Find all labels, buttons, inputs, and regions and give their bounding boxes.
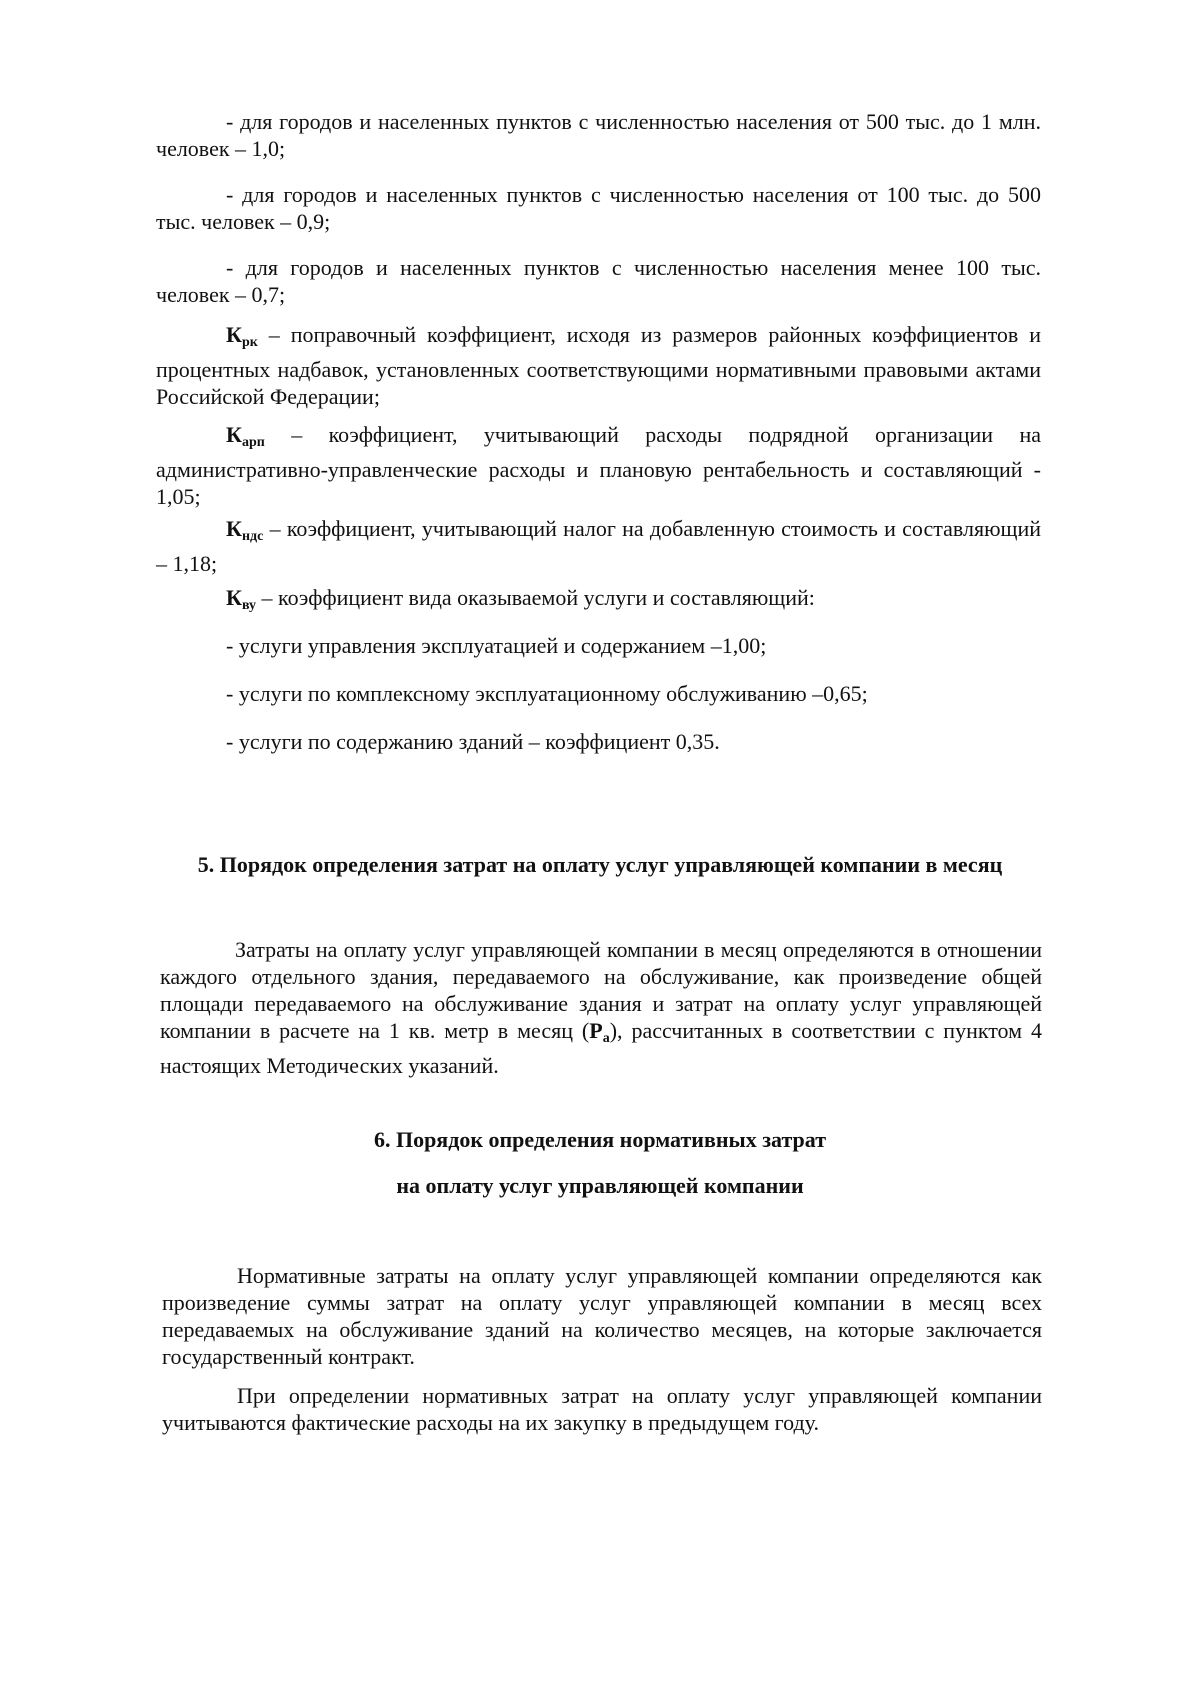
section-6-paragraph-1: Нормативные затраты на оплату услуг управляющей компании определяются как произведение суммы затрат на оплату услуг управляющей компании в месяц всех передаваемых на обслуживание зданий на количество месяцев, на которые заключается государственный контракт. — [162, 1263, 1042, 1369]
service-item: - услуги по комплексному эксплуатационному обслуживанию –0,65; — [226, 681, 868, 706]
city-coef-under-100k: - для городов и населенных пунктов с численностью населения менее 100 тыс. человек – 0,7; — [156, 255, 1041, 307]
service-item: - услуги по содержанию зданий – коэффициент 0,35. — [226, 729, 720, 754]
pa-symbol: $Р_а$ — [589, 1018, 610, 1046]
city-coef-100k-500k: - для городов и населенных пунктов с численностью населения от 100 тыс. до 500 тыс. человек – 0,9; — [156, 182, 1041, 234]
service-item: - услуги управления эксплуатацией и содержанием –1,00; — [226, 633, 767, 658]
coef-knds-definition: $К_{ндс}$ – коэффициент, учитывающий налог на добавленную стоимость и составляющий – 1,18; — [156, 516, 1041, 576]
section-6-paragraph-2: При определении нормативных затрат на оплату услуг управляющей компании учитываются фактические расходы на их закупку в предыдущем году. — [162, 1383, 1042, 1435]
coef-karp-symbol: $К_{арп}$ — [226, 422, 265, 450]
section-5-paragraph: Затраты на оплату услуг управляющей компании в месяц определяются в отношении каждого отдельного здания, передаваемого на обслуживание, как произведение общей площади передаваемого на обслуживание здания и затрат на оплату услуг управляющей компании в расчете на 1 кв. метр в месяц $(Р_а)$, рассчитанных в соответствии с пунктом 4 настоящих Методических указаний. — [160, 937, 1042, 1078]
coef-karp-definition: $К_{арп}$ – коэффициент, учитывающий расходы подрядной организации на административно-управленческие расходы и плановую рентабельность и составляющий - 1,05; — [156, 422, 1041, 509]
city-coef-500k-1m: - для городов и населенных пунктов с численностью населения от 500 тыс. до 1 млн. человек – 1,0; — [156, 109, 1041, 161]
coef-kvu-definition: $К_{ву}$ – коэффициент вида оказываемой услуги и составляющий: — [226, 585, 815, 613]
coef-krk-symbol: $К_{рк}$ — [226, 322, 258, 350]
section-6-heading-line2: на оплату услуг управляющей компании — [396, 1173, 804, 1198]
section-5-heading: 5. Порядок определения затрат на оплату услуг управляющей компании в месяц — [197, 852, 1003, 877]
coef-kvu-symbol: $К_{ву}$ — [226, 585, 257, 613]
section-6-heading-line1: 6. Порядок определения нормативных затрат — [373, 1127, 827, 1152]
coef-knds-symbol: $К_{ндс}$ — [226, 516, 264, 544]
coef-krk-definition: $К_{рк}$ – поправочный коэффициент, исходя из размеров районных коэффициентов и процентных надбавок, установленных соответствующими нормативными правовыми актами Российской Федерации; — [156, 322, 1041, 409]
